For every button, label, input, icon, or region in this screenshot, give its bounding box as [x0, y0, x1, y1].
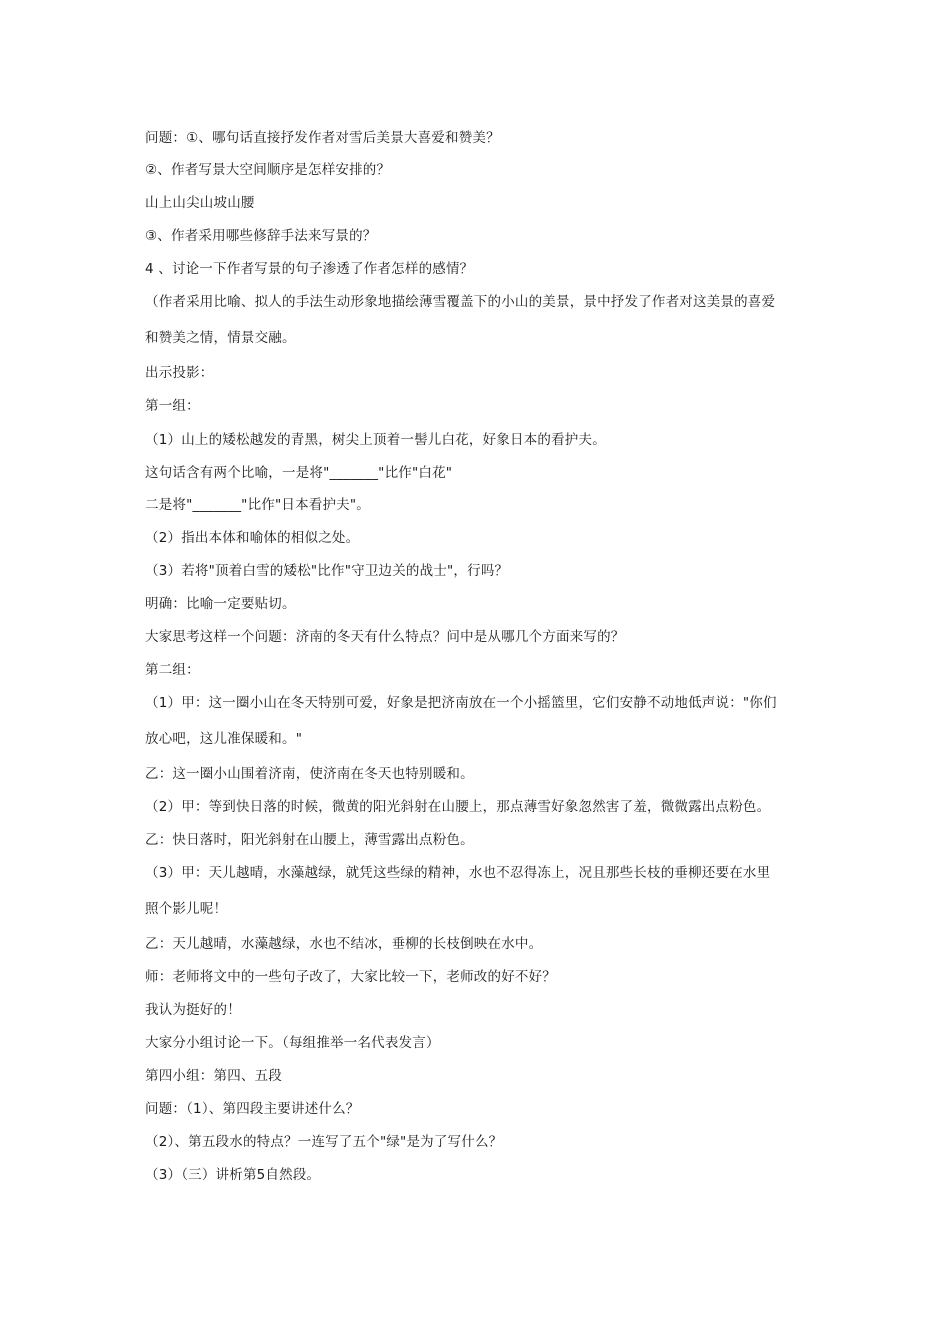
- text-line: 和赞美之情，情景交融。: [145, 330, 296, 346]
- text-line: ③、作者采用哪些修辞手法来写景的？: [145, 228, 377, 244]
- text-line: （2）指出本体和喻体的相似之处。: [145, 530, 360, 546]
- text-line: 出示投影：: [145, 365, 214, 381]
- text-line: 4 、讨论一下作者写景的句子渗透了作者怎样的感情？: [145, 261, 474, 277]
- text-line: （3）若将"顶着白雪的矮松"比作"守卫边关的战士"，行吗？: [145, 563, 509, 579]
- text-line: 大家分小组讨论一下。（每组推举一名代表发言）: [145, 1035, 440, 1051]
- text-line: 问题：（1）、第四段主要讲述什么？: [145, 1101, 360, 1117]
- text-line: ②、作者写景大空间顺序是怎样安排的？: [145, 162, 391, 178]
- text-line: 我认为挺好的！: [145, 1002, 241, 1018]
- text-line: 二是将"_______"比作"日本看护夫"。: [145, 497, 370, 513]
- text-line: 师：老师将文中的一些句子改了，大家比较一下，老师改的好不好？: [145, 969, 556, 985]
- text-line: （1）山上的矮松越发的青黑，树尖上顶着一髻儿白花，好象日本的看护夫。: [145, 432, 606, 448]
- text-line: （作者采用比喻、拟人的手法生动形象地描绘薄雪覆盖下的小山的美景，景中抒发了作者对这美景的喜爱: [145, 294, 776, 310]
- text-line: （3）（三）讲析第5自然段。: [145, 1167, 321, 1183]
- text-line: 这句话含有两个比喻，一是将"_______"比作"白花": [145, 465, 453, 481]
- text-line: （3）甲：天儿越晴，水藻越绿，就凭这些绿的精神，水也不忍得冻上，况且那些长枝的垂柳还要在水里: [145, 865, 771, 881]
- text-line: 乙：快日落时，阳光斜射在山腰上，薄雪露出点粉色。: [145, 832, 474, 848]
- text-line: 大家思考这样一个问题：济南的冬天有什么特点？问中是从哪几个方面来写的？: [145, 629, 625, 645]
- text-line: 第一组：: [145, 398, 200, 414]
- text-line: 明确：比喻一定要贴切。: [145, 596, 296, 612]
- text-line: （2）、第五段水的特点？一连写了五个"绿"是为了写什么？: [145, 1134, 503, 1150]
- text-line: 乙：这一圈小山围着济南，使济南在冬天也特别暖和。: [145, 766, 474, 782]
- text-line: 放心吧，这儿准保暖和。": [145, 731, 303, 747]
- text-line: （1）甲：这一圈小山在冬天特别可爱，好象是把济南放在一个小摇篮里，它们安静不动地低声说："你们: [145, 695, 777, 711]
- text-line: 山上山尖山坡山腰: [145, 195, 255, 211]
- text-line: 乙：天儿越晴，水藻越绿，水也不结冰，垂柳的长枝倒映在水中。: [145, 936, 543, 952]
- text-line: 问题：①、哪句话直接抒发作者对雪后美景大喜爱和赞美？: [145, 130, 500, 146]
- text-line: 第二组：: [145, 662, 200, 678]
- text-line: 第四小组：第四、五段: [145, 1068, 282, 1084]
- text-line: 照个影儿呢！: [145, 901, 228, 917]
- text-line: （2）甲：等到快日落的时候，微黄的阳光斜射在山腰上，那点薄雪好象忽然害了羞，微微露出点粉色。: [145, 799, 771, 815]
